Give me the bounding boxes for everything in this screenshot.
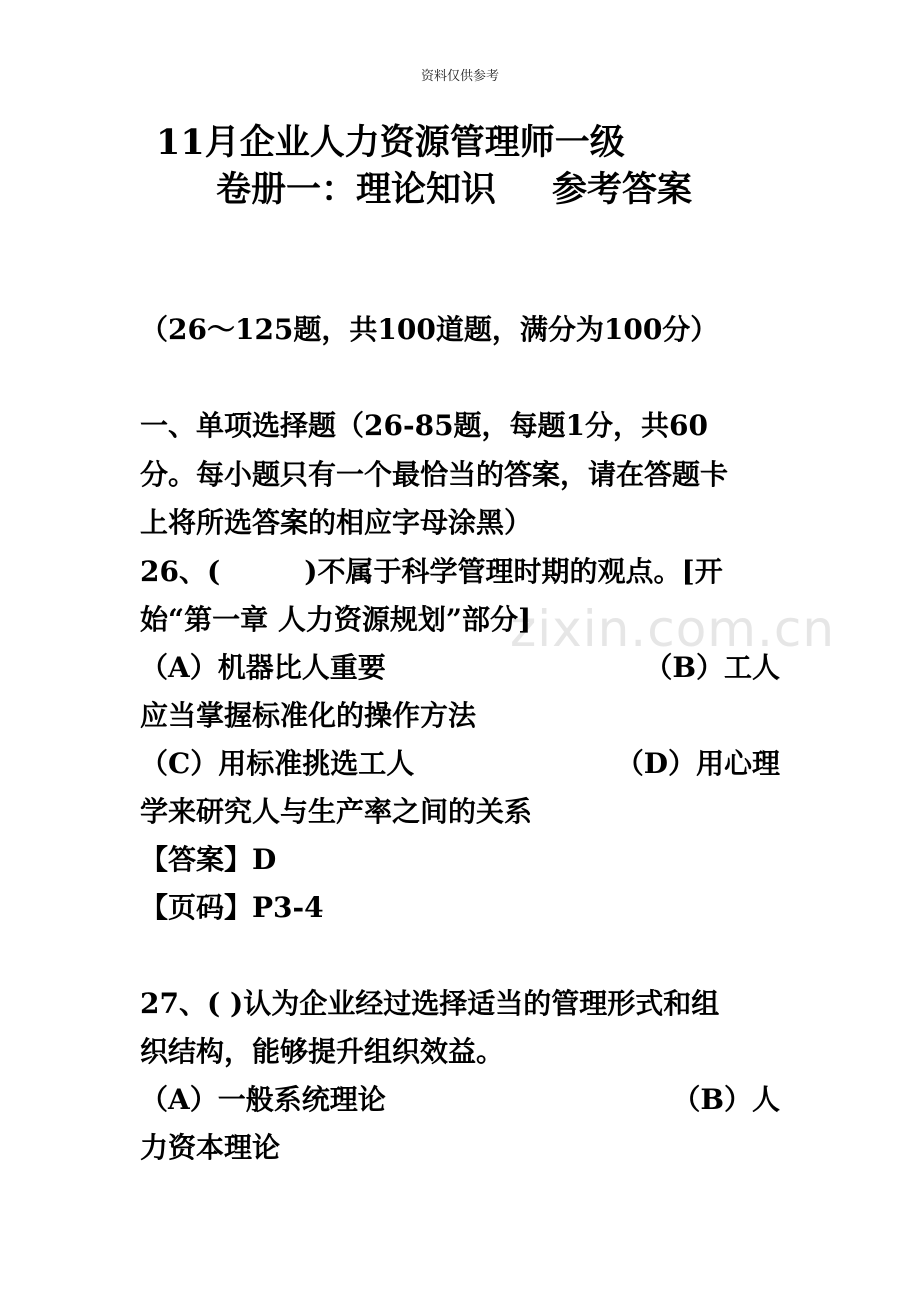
option-d-continued: 学来研究人与生产率之间的关系 [140,795,533,828]
question-26-stem-line1: 26、( )不属于科学管理时期的观点。[开 [140,555,723,588]
question-26-options-ab [140,650,780,686]
option-c: （C）用标准挑选工人 [140,747,415,780]
option-d: （D）用心理 [615,747,780,780]
option-b: （B）人 [672,1083,780,1116]
intro-text: （26～125题，共100道题，满分为100分） [140,313,719,346]
option-b-continued: 力资本理论 [140,1131,281,1164]
document-title: 11月企业人力资源管理师一级 [156,122,625,163]
question-26-options-cd [140,746,780,782]
option-a: （A）一般系统理论 [140,1083,386,1116]
page-ref-line: 【页码】P3-4 [140,891,324,924]
question-26-stem-line2: 始“第一章 人力资源规划”部分] [140,603,532,636]
section-heading-line1: 一、单项选择题（26-85题，每题1分，共60 [140,409,708,442]
option-b: （B）工人 [644,651,780,684]
subtitle-left: 卷册一：理论知识 [216,169,497,210]
watermark: zixin.com.cn [510,600,836,658]
section-heading-line2: 分。每小题只有一个最恰当的答案，请在答题卡 [140,458,729,491]
document-subtitle [216,162,692,212]
subtitle-right: 参考答案 [552,169,693,210]
question-27-options-ab [140,1082,780,1118]
header-note: 资料仅供参考 [420,69,499,84]
question-27-stem-line2: 织结构，能够提升组织效益。 [140,1035,505,1068]
answer-line: 【答案】D [140,843,277,876]
question-27-stem-line1: 27、( )认为企业经过选择适当的管理形式和组 [140,987,720,1020]
section-heading-line3: 上将所选答案的相应字母涂黑） [140,506,533,539]
option-a: （A）机器比人重要 [140,651,386,684]
option-b-continued: 应当掌握标准化的操作方法 [140,699,477,732]
